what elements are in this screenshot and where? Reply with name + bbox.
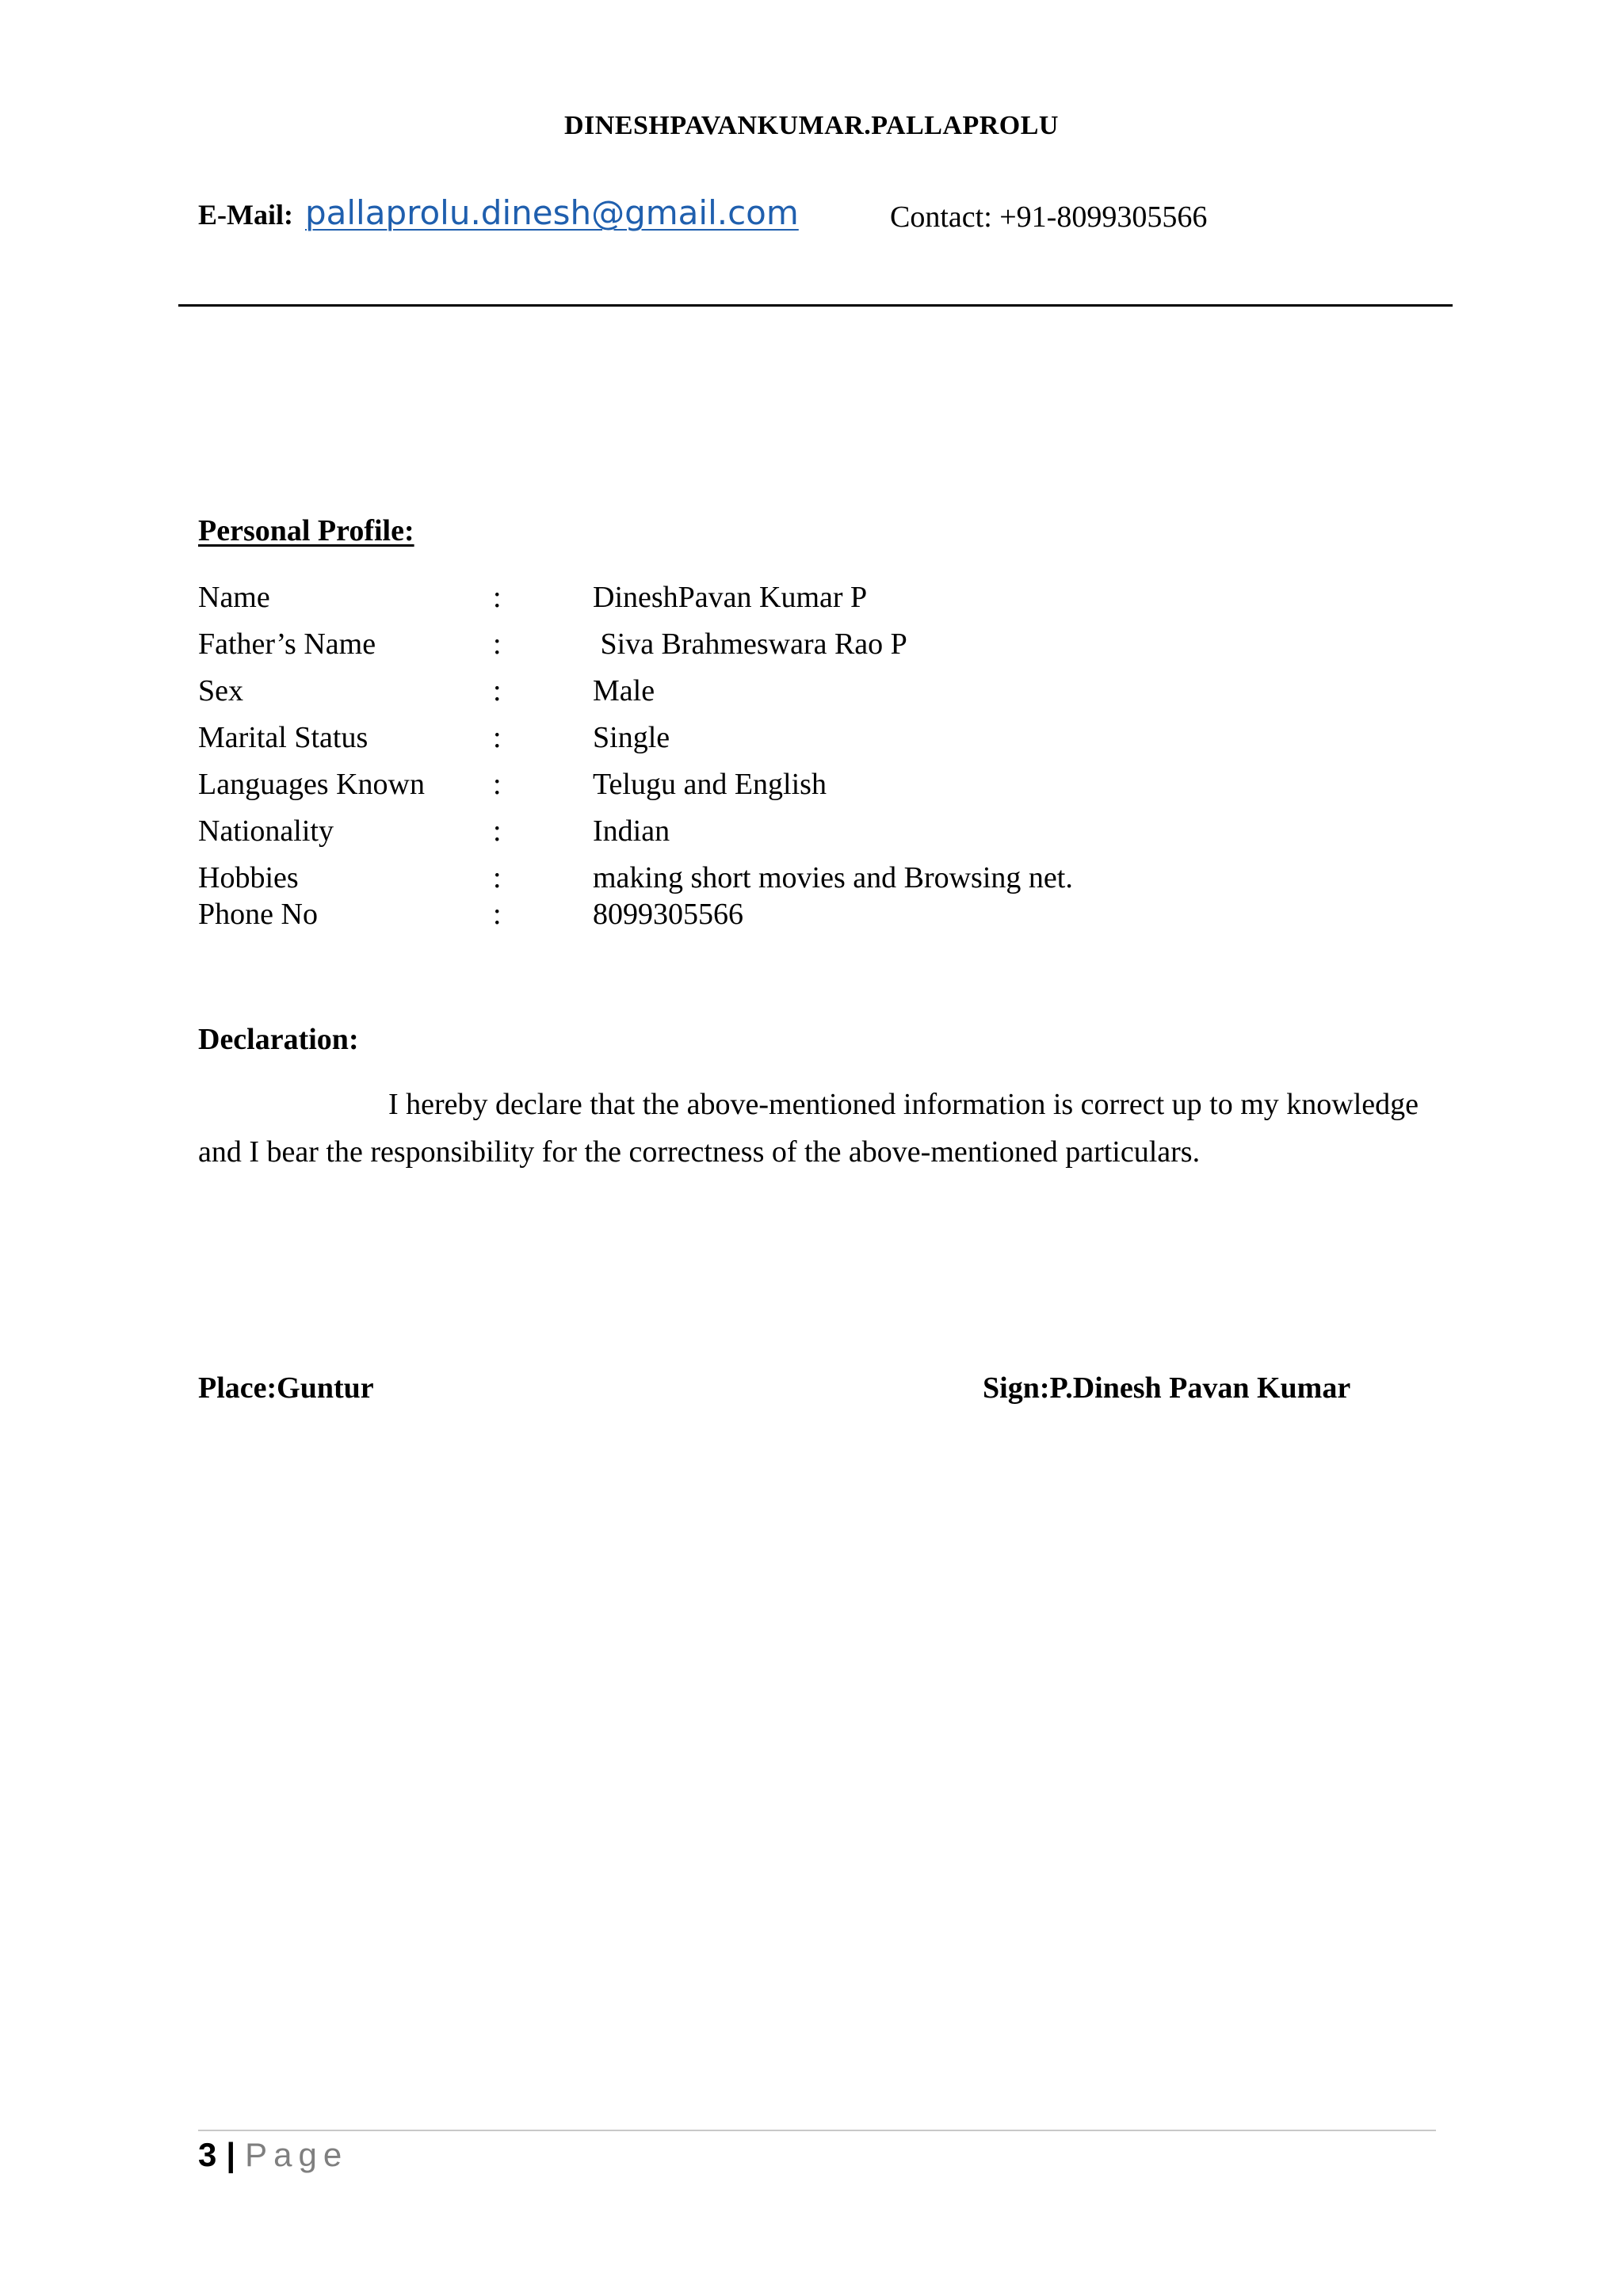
profile-label: Father’s Name bbox=[198, 627, 376, 661]
footer-separator: | bbox=[226, 2136, 236, 2173]
profile-value: making short movies and Browsing net. bbox=[593, 861, 1073, 894]
profile-separator: : bbox=[493, 814, 502, 848]
profile-value: Siva Brahmeswara Rao P bbox=[593, 627, 907, 661]
profile-value: Indian bbox=[593, 814, 670, 848]
footer-divider bbox=[198, 2130, 1436, 2131]
profile-separator: : bbox=[493, 627, 502, 661]
header-divider bbox=[178, 304, 1453, 307]
email-label: E-Mail: bbox=[198, 199, 293, 231]
profile-value: Telugu and English bbox=[593, 768, 827, 801]
profile-label: Phone No bbox=[198, 898, 318, 931]
page-label: Page bbox=[245, 2136, 349, 2173]
profile-label: Sex bbox=[198, 674, 243, 707]
profile-separator: : bbox=[493, 861, 502, 894]
email-row bbox=[198, 193, 799, 232]
place-field: Place:Guntur bbox=[198, 1371, 374, 1405]
declaration-text: I hereby declare that the above-mentioned information is correct up to my knowledge and I bear the responsibility for the correctness of the above-mentioned particulars. bbox=[198, 1088, 1419, 1169]
page-number: 3 bbox=[198, 2136, 217, 2173]
declaration-heading: Declaration: bbox=[198, 1023, 359, 1056]
contact-number: Contact: +91-8099305566 bbox=[890, 200, 1208, 234]
profile-value: Single bbox=[593, 721, 670, 754]
resume-name-header: DINESHPAVANKUMAR.PALLAPROLU bbox=[564, 111, 1059, 140]
profile-separator: : bbox=[493, 581, 502, 614]
page-footer bbox=[198, 2136, 348, 2174]
profile-label: Name bbox=[198, 581, 270, 614]
email-link[interactable]: pallaprolu.dinesh@gmail.com bbox=[304, 193, 799, 232]
signature-field: Sign:P.Dinesh Pavan Kumar bbox=[983, 1371, 1351, 1405]
profile-label: Languages Known bbox=[198, 768, 425, 801]
profile-separator: : bbox=[493, 898, 502, 931]
personal-profile-heading: Personal Profile: bbox=[198, 514, 414, 547]
profile-value: DineshPavan Kumar P bbox=[593, 581, 868, 614]
profile-label: Hobbies bbox=[198, 861, 299, 894]
profile-separator: : bbox=[493, 768, 502, 801]
profile-separator: : bbox=[493, 674, 502, 707]
profile-label: Marital Status bbox=[198, 721, 369, 754]
profile-value: Male bbox=[593, 674, 655, 707]
profile-value: 8099305566 bbox=[593, 898, 743, 931]
profile-label: Nationality bbox=[198, 814, 334, 848]
profile-separator: : bbox=[493, 721, 502, 754]
